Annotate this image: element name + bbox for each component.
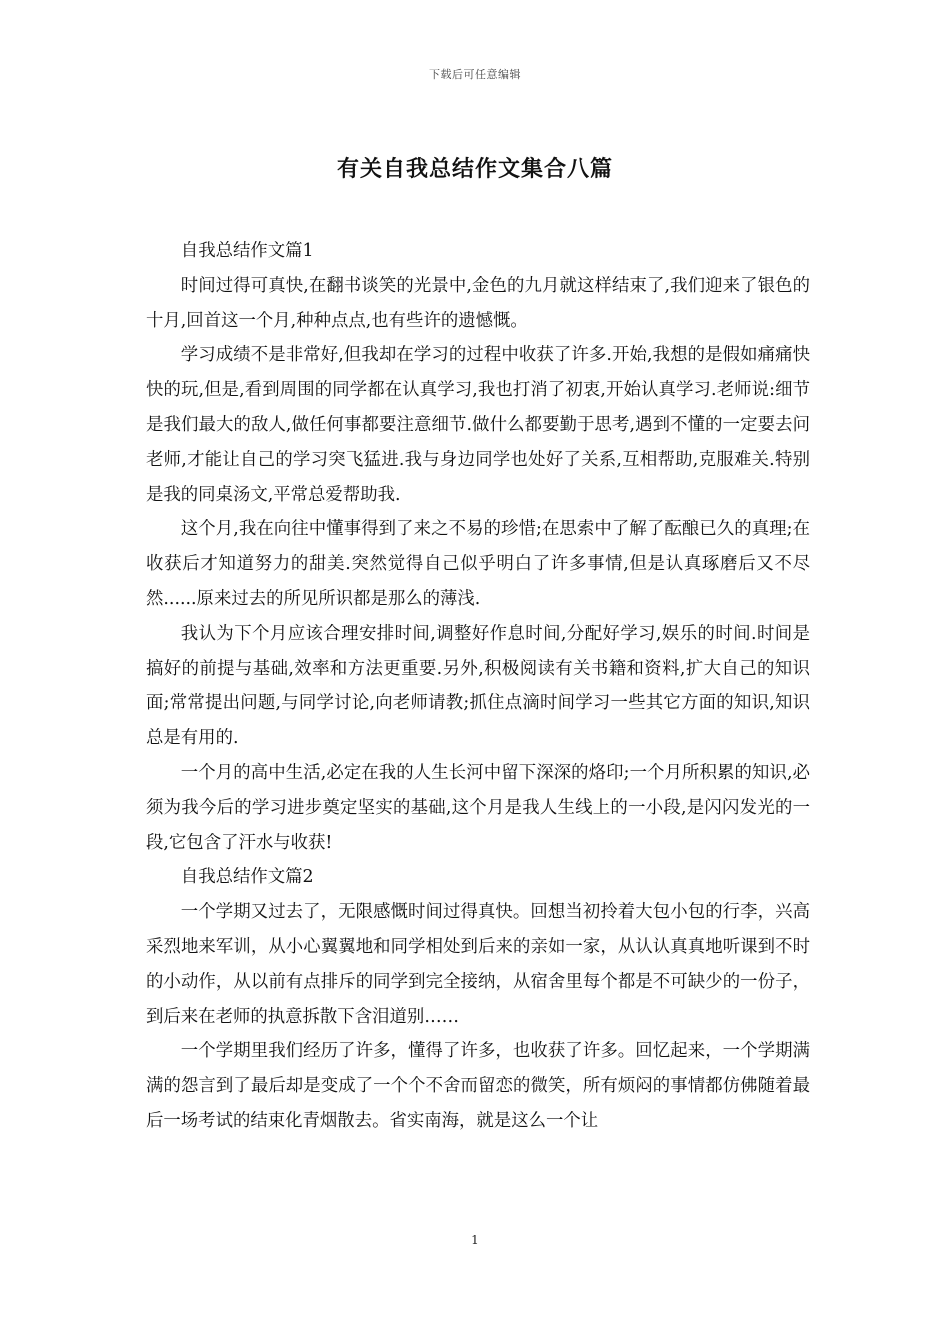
paragraph: 一个学期里我们经历了许多，懂得了许多，也收获了许多。回忆起来，一个学期满满的怨言到了最后却是变成了一个个不舍而留恋的微笑，所有烦闷的事情都仿佛随着最后一场考试的结束化青烟散去。省实南海，就是这么一个让 bbox=[146, 1041, 810, 1131]
section-heading-1: 自我总结作文篇1 bbox=[180, 241, 314, 261]
paragraph: 学习成绩不是非常好,但我却在学习的过程中收获了许多.开始,我想的是假如痛痛快快的玩,但是,看到周围的同学都在认真学习,我也打消了初衷,开始认真学习.老师说:细节是我们最大的敌人,做任何事都要注意细节.做什么都要勤于思考,遇到不懂的一定要去问老师,才能让自己的学习突飞猛进.我与身边同学也处好了关系,互相帮助,克服难关.特别是我的同桌汤文,平常总爱帮助我. bbox=[146, 345, 810, 505]
paragraph: 一个月的高中生活,必定在我的人生长河中留下深深的烙印;一个月所积累的知识,必须为我今后的学习进步奠定坚实的基础,这个月是我人生线上的一小段,是闪闪发光的一段,它包含了汗水与收获! bbox=[146, 762, 810, 853]
section-heading-2: 自我总结作文篇2 bbox=[180, 867, 314, 888]
document-body bbox=[146, 234, 810, 1139]
page-number: 1 bbox=[471, 1233, 479, 1247]
paragraph: 一个学期又过去了，无限感慨时间过得真快。回想当初拎着大包小包的行李，兴高采烈地来军训，从小心翼翼地和同学相处到后来的亲如一家，从认认真真地听课到不时的小动作，从以前有点排斥的同学到完全接纳，从宿舍里每个都是不可缺少的一份子，到后来在老师的执意拆散下含泪道别…… bbox=[146, 902, 810, 1027]
page-header-note: 下载后可任意编辑 bbox=[429, 68, 521, 81]
paragraph: 我认为下个月应该合理安排时间,调整好作息时间,分配好学习,娱乐的时间.时间是搞好的前提与基础,效率和方法更重要.另外,积极阅读有关书籍和资料,扩大自己的知识面;常常提出问题,与同学讨论,向老师请教;抓住点滴时间学习一些其它方面的知识,知识总是有用的. bbox=[146, 623, 810, 749]
paragraph: 时间过得可真快,在翻书谈笑的光景中,金色的九月就这样结束了,我们迎来了银色的十月,回首这一个月,种种点点,也有些许的遗憾慨。 bbox=[146, 275, 810, 331]
paragraph: 这个月,我在向往中懂事得到了来之不易的珍惜;在思索中了解了酝酿已久的真理;在收获后才知道努力的甜美.突然觉得自己似乎明白了许多事情,但是认真琢磨后又不尽然......原来过去的所见所识都是那么的薄浅. bbox=[146, 519, 810, 609]
document-title: 有关自我总结作文集合八篇 bbox=[336, 156, 613, 182]
